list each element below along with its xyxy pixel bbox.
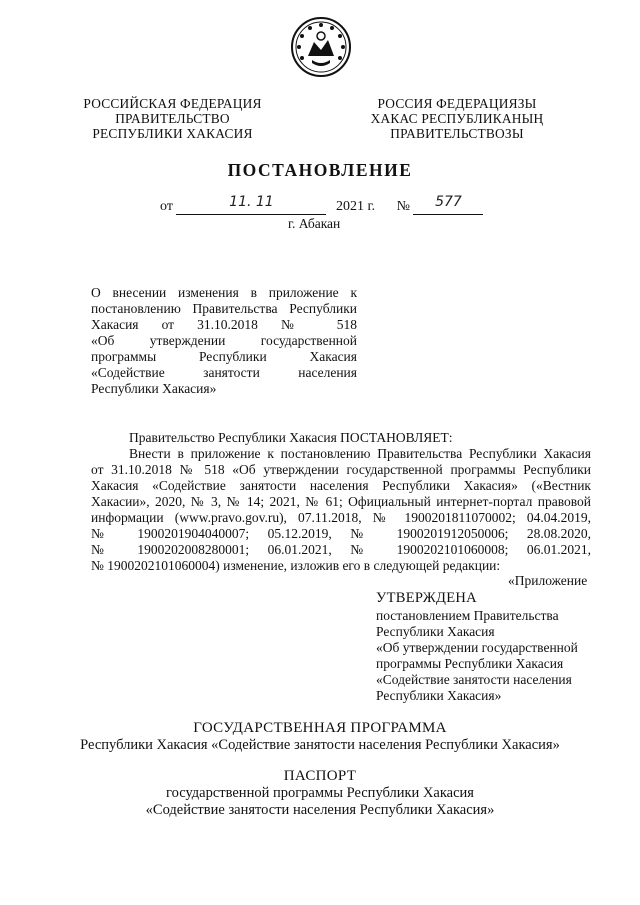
subject-line: «Содействие занятости населения	[91, 365, 357, 380]
program-title: ГОСУДАРСТВЕННАЯ ПРОГРАММА	[193, 720, 447, 736]
body-line: № 1900202101060004) изменение, изложив его в следующей редакции:	[91, 558, 501, 573]
passport-line: государственной программы Республики Хакасия	[166, 785, 474, 801]
date-handwritten: 11. 11	[229, 194, 274, 210]
passport-line: «Содействие занятости населения Республики Хакасия»	[145, 802, 495, 818]
appendix-label: «Приложение	[508, 573, 588, 588]
subject-line: Республики Хакасия»	[91, 381, 217, 396]
body-line: № 1900201904040007; 05.12.2019, № 1900201912050006; 28.08.2020,	[91, 526, 591, 541]
body-line: от 31.10.2018 № 518 «Об утверждении государственной программы Республики	[91, 462, 591, 477]
body-text	[91, 430, 591, 574]
program-subtitle: Республики Хакасия «Содействие занятости населения Республики Хакасия»	[80, 737, 560, 753]
header-left-line: РЕСПУБЛИКИ ХАКАСИЯ	[92, 126, 253, 141]
subject-line: «Об утверждении государственной	[91, 333, 357, 348]
body-line: № 1900202008280001; 06.01.2021, № 1900202101060008; 06.01.2021,	[91, 542, 591, 557]
subject-line: постановлению Правительства Республики	[91, 301, 357, 316]
header-left-line: ПРАВИТЕЛЬСТВО	[115, 111, 230, 126]
document-title: ПОСТАНОВЛЕНИЕ	[227, 160, 413, 180]
date-from-label: от	[160, 199, 173, 214]
subject-block	[91, 285, 357, 397]
subject-line: программы Республики Хакасия	[91, 349, 357, 364]
date-field	[176, 194, 326, 215]
program-heading	[0, 720, 640, 754]
approved-block	[376, 590, 601, 704]
header-left	[70, 96, 275, 141]
approved-line: постановлением Правительства	[376, 608, 559, 623]
header-right	[358, 96, 556, 141]
approved-line: Республики Хакасия	[376, 624, 495, 639]
number-field	[413, 194, 483, 215]
passport-title: ПАСПОРТ	[283, 768, 357, 784]
body-line: Правительство Республики Хакасия ПОСТАНОВЛЯЕТ:	[129, 430, 453, 445]
approved-line: «Содействие занятости населения	[376, 672, 572, 687]
date-year: 2021 г.	[335, 199, 376, 214]
date-line	[160, 194, 483, 215]
number-label: №	[396, 199, 410, 214]
approved-line: Республики Хакасия»	[376, 688, 502, 703]
body-line: Хакасия «Содействие занятости населения Республики Хакасия» («Вестник	[91, 478, 591, 493]
header-left-line: РОССИЙСКАЯ ФЕДЕРАЦИЯ	[83, 96, 262, 111]
passport-heading	[0, 768, 640, 819]
body-line: Хакасии», 2020, № 3, № 14; 2021, № 61; Официальный интернет-портал правовой	[91, 494, 591, 509]
number-handwritten: 577	[435, 194, 462, 210]
emblem-icon	[290, 16, 352, 78]
approved-title: УТВЕРЖДЕНА	[376, 590, 477, 606]
body-line: информации (www.pravo.gov.ru), 07.11.2018, № 1900201811070002; 04.04.2019,	[91, 510, 591, 525]
approved-line: «Об утверждении государственной	[376, 640, 578, 655]
header-right-line: ПРАВИТЕЛЬСТВОЗЫ	[390, 126, 524, 141]
city: г. Абакан	[288, 216, 341, 231]
subject-line: Хакасия от 31.10.2018 № 518	[91, 317, 357, 332]
body-line: Внести в приложение к постановлению Правительства Республики Хакасия	[129, 446, 591, 461]
header-right-line: РОССИЯ ФЕДЕРАЦИЯЗЫ	[377, 96, 537, 111]
subject-line: О внесении изменения в приложение к	[91, 285, 357, 300]
approved-line: программы Республики Хакасия	[376, 656, 564, 671]
header-right-line: ХАКАС РЕСПУБЛИКАНЫҢ	[370, 111, 544, 126]
